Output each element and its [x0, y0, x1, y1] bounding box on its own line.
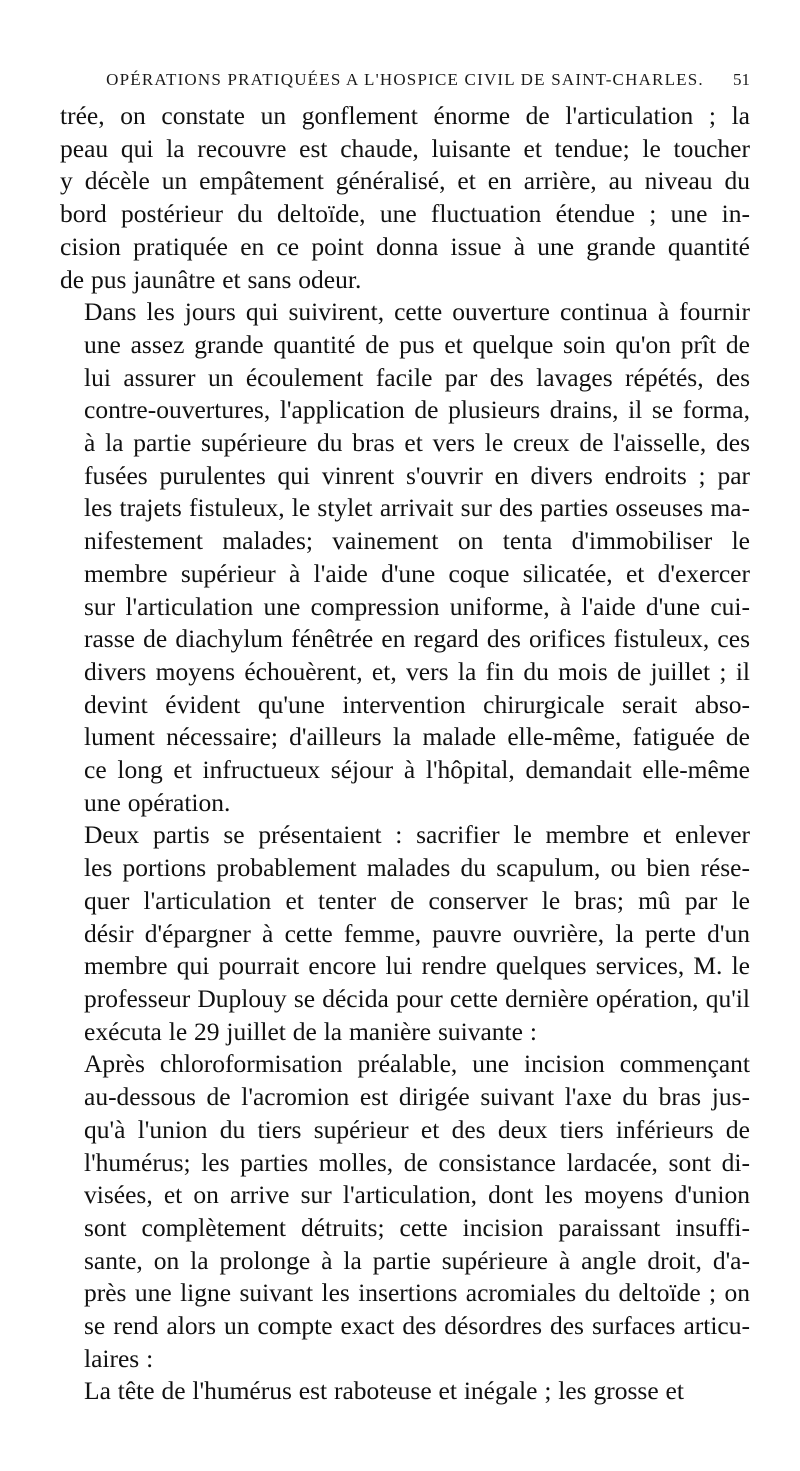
- paragraph: [60, 1048, 750, 1375]
- text-line: à la partie supérieure du bras et vers le creux de l'aisselle, des: [84, 428, 750, 458]
- text-line: fusées purulentes qui vinrent s'ouvrir en divers endroits ; par: [84, 460, 750, 490]
- page: [60, 70, 750, 1408]
- paragraph: [60, 296, 750, 819]
- text-line: Deux partis se présentaient : sacrifier le membre et enlever: [84, 820, 750, 850]
- text-line: nifestement malades; vainement on tenta d'immobiliser le: [84, 526, 750, 556]
- text-line: l'humérus; les parties molles, de consistance lardacée, sont di-: [84, 1147, 750, 1177]
- text-line: trée, on constate un gonflement énorme de l'articulation ; la: [60, 101, 750, 130]
- text-line: exécuta le 29 juillet de la manière suivante :: [84, 1016, 537, 1046]
- text-line: Dans les jours qui suivirent, cette ouverture continua à fournir: [84, 297, 750, 327]
- text-line: lument nécessaire; d'ailleurs la malade elle-même, fatiguée de: [84, 722, 750, 752]
- body-text: [60, 100, 750, 1408]
- running-title: OPÉRATIONS PRATIQUÉES A L'HOSPICE CIVIL DE SAINT-CHARLES.: [106, 70, 704, 89]
- text-line: membre supérieur à l'aide d'une coque silicatée, et d'exercer: [84, 558, 750, 588]
- paragraph: [60, 1375, 750, 1408]
- text-line: sur l'articulation une compression uniforme, à l'aide d'une cui-: [84, 591, 750, 621]
- text-line: les portions probablement malades du scapulum, ou bien rése-: [84, 853, 750, 883]
- text-line: près une ligne suivant les insertions acromiales du deltoïde ; on: [84, 1278, 750, 1308]
- text-line: quer l'articulation et tenter de conserver le bras; mû par le: [84, 885, 750, 915]
- text-line: professeur Duplouy se décida pour cette dernière opération, qu'il: [84, 983, 750, 1013]
- text-line: divers moyens échouèrent, et, vers la fin du mois de juillet ; il: [84, 656, 750, 686]
- text-line: sante, on la prolonge à la partie supérieure à angle droit, d'a-: [84, 1245, 750, 1275]
- text-line: les trajets fistuleux, le stylet arrivait sur des parties osseuses ma-: [84, 493, 750, 523]
- page-number: 51: [733, 70, 750, 89]
- text-line: peau qui la recouvre est chaude, luisante et tendue; le toucher: [60, 133, 750, 163]
- text-line: bord postérieur du deltoïde, une fluctuation étendue ; une in-: [60, 199, 750, 229]
- text-line: lui assurer un écoulement facile par des lavages répétés, des: [84, 362, 750, 392]
- text-line: ce long et infructueux séjour à l'hôpital, demandait elle-même: [84, 755, 750, 785]
- text-line: Après chloroformisation préalable, une incision commençant: [84, 1049, 750, 1079]
- text-line: rasse de diachylum fénêtrée en regard des orifices fistuleux, ces: [84, 624, 750, 654]
- text-line: visées, et on arrive sur l'articulation, dont les moyens d'union: [84, 1180, 750, 1210]
- paragraph: [60, 819, 750, 1048]
- text-line: cision pratiquée en ce point donna issue à une grande quantité: [60, 231, 750, 261]
- text-line: y décèle un empâtement généralisé, et en arrière, au niveau du: [60, 166, 750, 196]
- text-line: sont complètement détruits; cette incision paraissant insuffi-: [84, 1212, 750, 1242]
- text-line: se rend alors un compte exact des désordres des surfaces articu-: [84, 1311, 750, 1341]
- text-line: de pus jaunâtre et sans odeur.: [60, 264, 362, 294]
- running-head: [60, 70, 750, 90]
- text-line: devint évident qu'une intervention chirurgicale serait abso-: [84, 689, 750, 719]
- text-line: une opération.: [84, 787, 231, 817]
- paragraph: [60, 100, 750, 296]
- text-line: contre-ouvertures, l'application de plusieurs drains, il se forma,: [84, 395, 750, 425]
- text-line: qu'à l'union du tiers supérieur et des deux tiers inférieurs de: [84, 1114, 750, 1144]
- text-line: désir d'épargner à cette femme, pauvre ouvrière, la perte d'un: [84, 918, 750, 948]
- text-line: au-dessous de l'acromion est dirigée suivant l'axe du bras jus-: [84, 1082, 750, 1112]
- text-line: laires :: [84, 1343, 154, 1373]
- text-line: membre qui pourrait encore lui rendre quelques services, M. le: [84, 951, 750, 981]
- text-line: une assez grande quantité de pus et quelque soin qu'on prît de: [84, 329, 750, 359]
- text-line: La tête de l'humérus est raboteuse et inégale ; les grosse et: [84, 1376, 684, 1406]
